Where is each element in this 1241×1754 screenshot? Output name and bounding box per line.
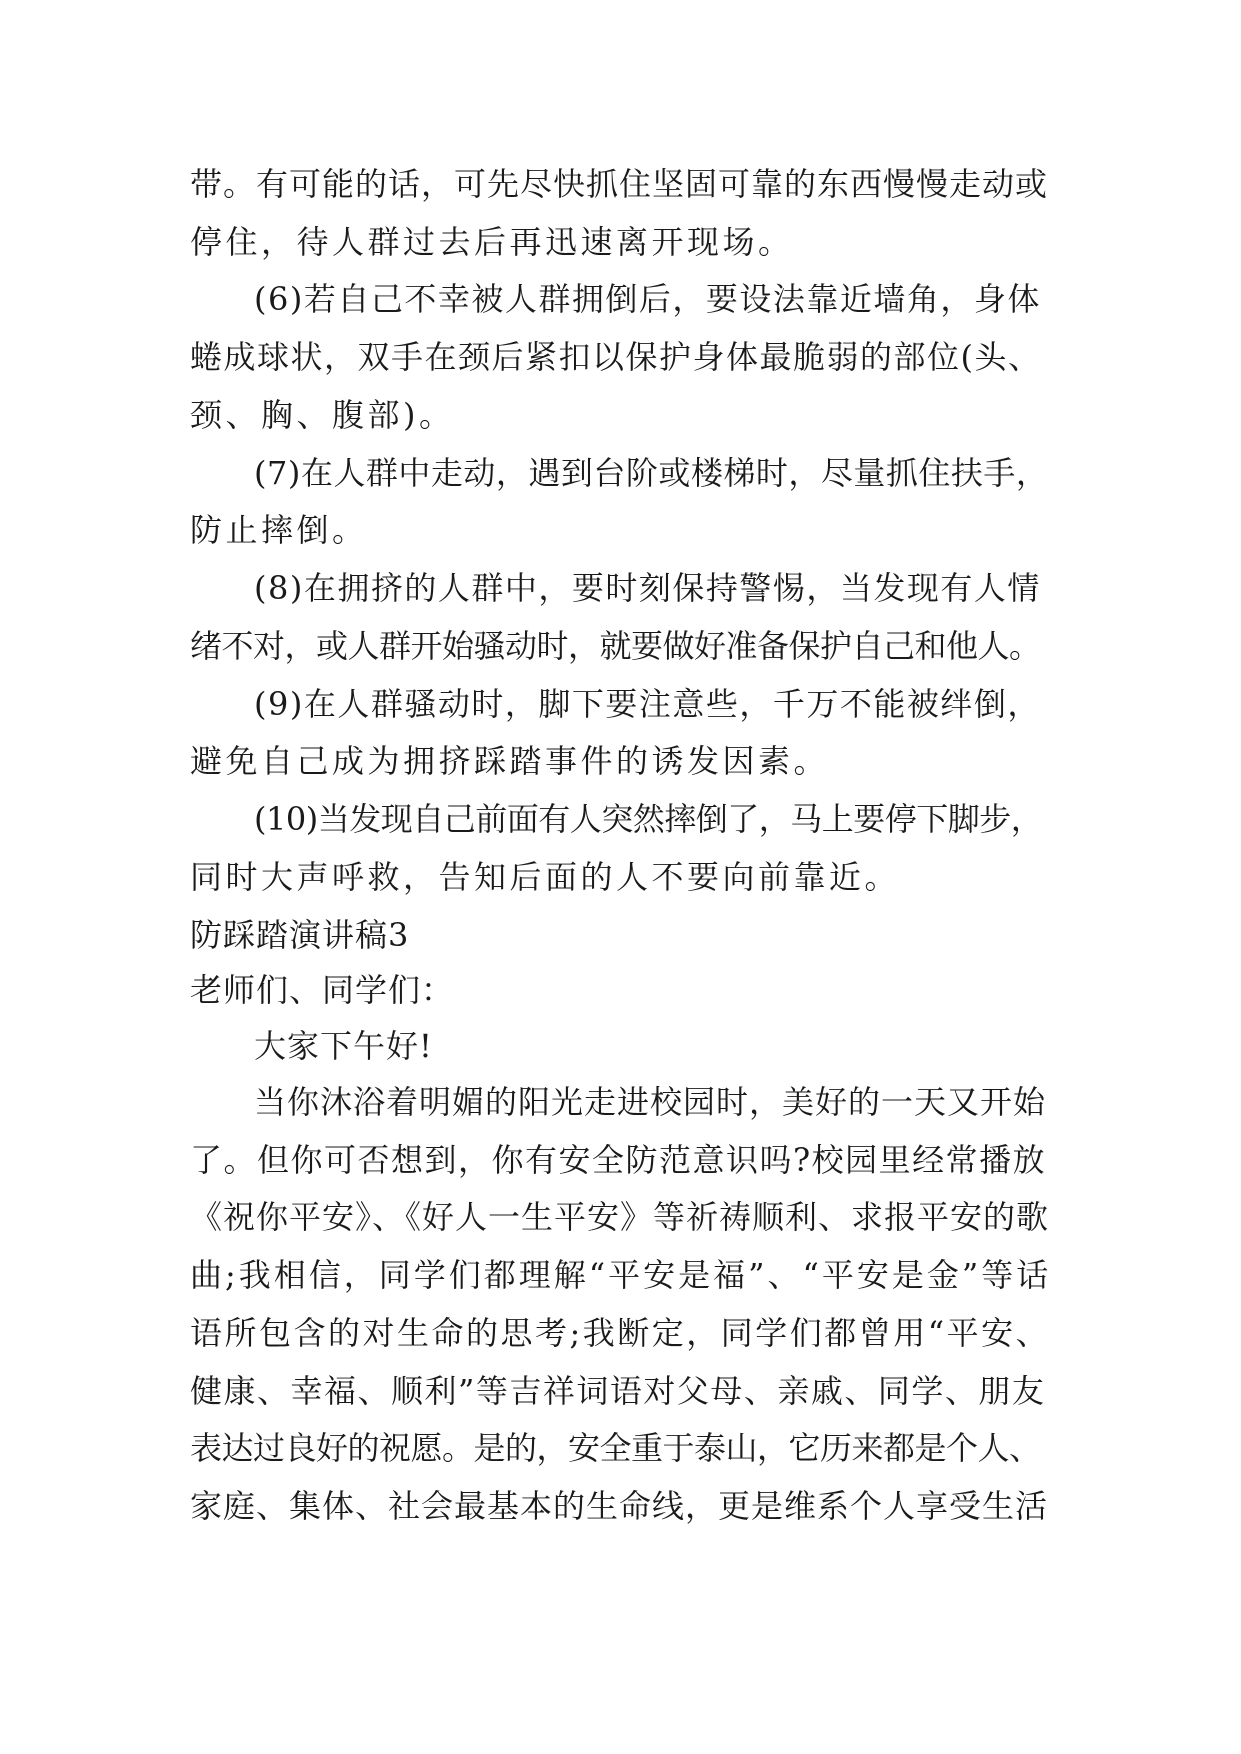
text-line: 了。但你可否想到，你有安全防范意识吗?校园里经常播放 [190,1141,1047,1179]
text-line: 家庭、集体、社会最基本的生命线，更是维系个人享受生活 [190,1487,1049,1525]
text-line: 防止摔倒。 [190,511,368,549]
text-line: 语所包含的对生命的思考;我断定，同学们都曾用“平安、 [190,1314,1051,1352]
text-line: 停住，待人群过去后再迅速离开现场。 [190,223,794,261]
text-line: 绪不对，或人群开始骚动时，就要做好准备保护自己和他人。 [190,627,1041,665]
text-line: (7)在人群中走动，遇到台阶或楼梯时，尽量抓住扶手， [254,454,1049,492]
salutation: 老师们、同学们： [190,971,455,1009]
section-title: 防踩踏演讲稿3 [190,916,410,954]
text-line: 同时大声呼救，告知后面的人不要向前靠近。 [190,858,901,896]
text-line: (6)若自己不幸被人群拥倒后，要设法靠近墙角，身体 [254,280,1041,318]
text-line: 避免自己成为拥挤踩踏事件的诱发因素。 [190,742,830,780]
text-line: 表达过良好的祝愿。是的，安全重于泰山，它历来都是个人、 [190,1429,1041,1467]
text-line: 曲;我相信，同学们都理解“平安是福”、“平安是金”等话 [190,1256,1052,1294]
text-line: 《祝你平安》、《好人一生平安》等祈祷顺利、求报平安的歌 [190,1198,1050,1236]
text-line: 蜷成球状，双手在颈后紧扣以保护身体最脆弱的部位(头、 [190,338,1042,376]
greeting: 大家下午好! [254,1027,433,1065]
text-line: 颈、胸、腹部)。 [190,396,455,434]
text-line: 当你沐浴着明媚的阳光走进校园时，美好的一天又开始 [254,1083,1047,1121]
text-line: 带。有可能的话，可先尽快抓住坚固可靠的东西慢慢走动或 [190,165,1049,203]
text-line: (8)在拥挤的人群中，要时刻保持警惕，当发现有人情 [254,569,1041,607]
text-line: (10)当发现自己前面有人突然摔倒了，马上要停下脚步， [254,800,1043,838]
text-line: 健康、幸福、顺利”等吉祥词语对父母、亲戚、同学、朋友 [190,1372,1046,1410]
text-line: (9)在人群骚动时，脚下要注意些，千万不能被绊倒， [254,685,1041,723]
